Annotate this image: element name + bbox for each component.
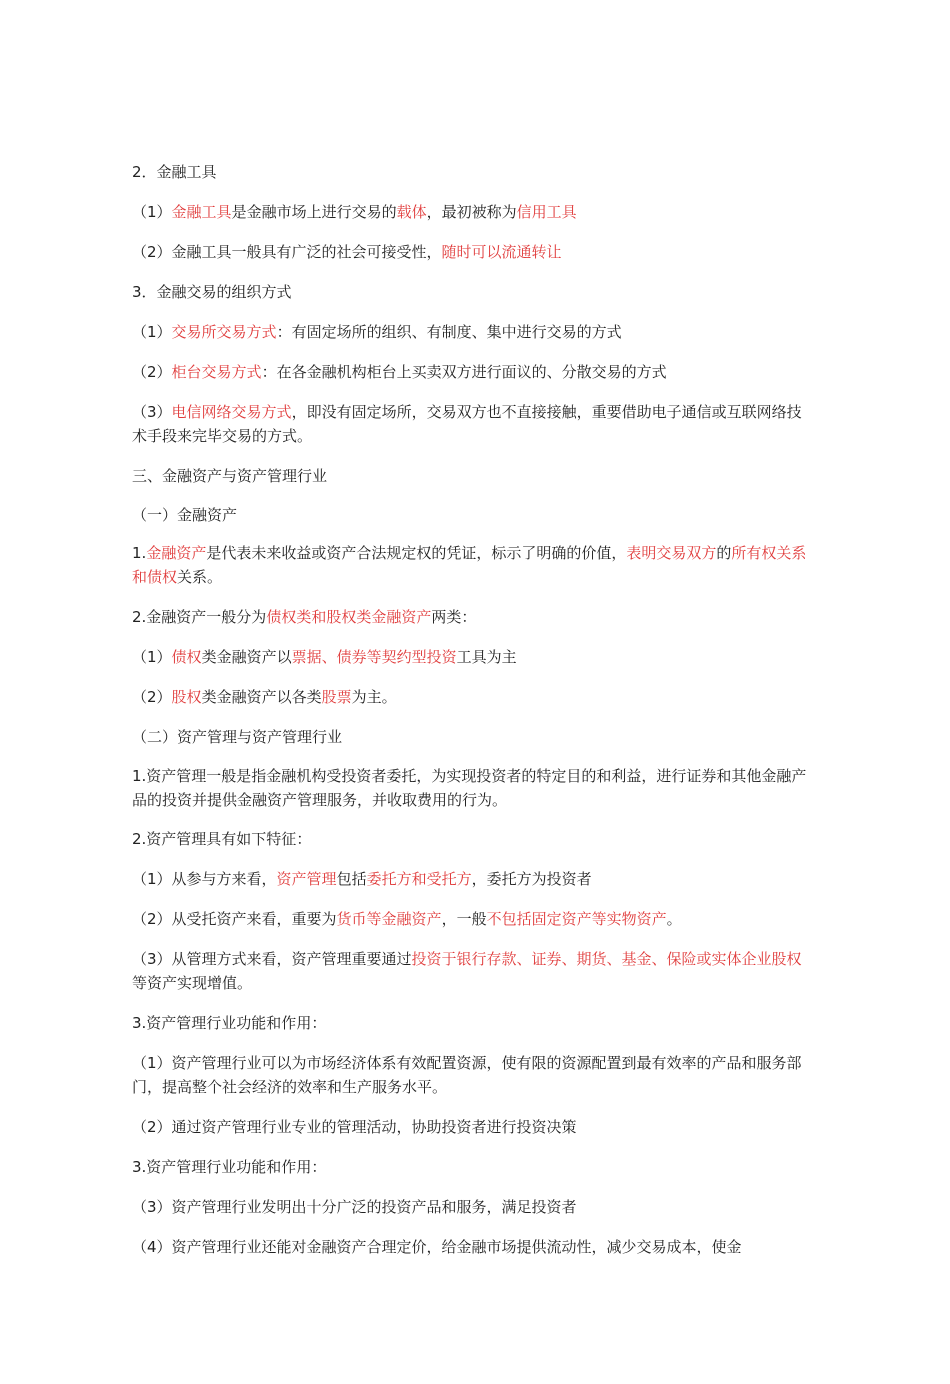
paragraph [132,947,812,995]
text-run: ：在各金融机构柜台上买卖双方进行面议的、分散交易的方式 [261,363,667,381]
text-run: 2.资产管理具有如下特征： [132,830,312,848]
text-run: 等资产实现增值。 [132,974,253,992]
paragraph [132,1235,812,1259]
text-run: 类金融资产以 [201,648,292,666]
paragraph [132,645,812,669]
text-run: （2）从受托资产来看，重要为 [132,910,337,928]
text-run: 类金融资产以各类 [201,688,322,706]
paragraph [132,1115,812,1139]
paragraph [132,160,812,184]
paragraph [132,764,812,812]
highlighted-text: 所有权关系和债权 [132,544,807,586]
highlighted-text: 债权 [171,648,202,666]
text-run: 为主。 [351,688,397,706]
highlighted-text: 交易所交易方式 [171,323,277,341]
paragraph [132,1195,812,1219]
text-run: （3）从管理方式来看，资产管理重要通过 [132,950,412,968]
paragraph [132,1011,812,1035]
highlighted-text: 柜台交易方式 [171,363,262,381]
text-run: 2．金融工具 [132,163,217,181]
highlighted-text: 投资于银行存款、证券、期货、基金、保险或实体企业股权 [411,950,802,968]
paragraph [132,907,812,931]
paragraph [132,827,812,851]
paragraph [132,867,812,891]
highlighted-text: 股权 [171,688,202,706]
highlighted-text: 金融资产 [146,544,207,562]
paragraph [132,400,812,448]
text-run: ：有固定场所的组织、有制度、集中进行交易的方式 [276,323,622,341]
text-run: 1.资产管理一般是指金融机构受投资者委托，为实现投资者的特定目的和利益，进行证券和其他金融产品的投资并提供金融资产管理服务，并收取费用的行为。 [132,767,807,809]
highlighted-text: 资产管理 [276,870,337,888]
text-run: 是金融市场上进行交易的 [231,203,397,221]
text-run: 关系。 [177,568,223,586]
paragraph [132,1051,812,1099]
text-run: 三、金融资产与资产管理行业 [132,467,328,485]
text-run: （1）从参与方来看， [132,870,277,888]
text-run: （1） [132,648,172,666]
highlighted-text: 债权类和股权类金融资产 [266,608,432,626]
text-run: ，即没有固定场所，交易双方也不直接接触，重要借助电子通信或互联网络技术手段来完毕交易的方式。 [132,403,802,445]
text-run: 两类： [431,608,477,626]
text-run: （一）金融资产 [132,506,238,524]
paragraph [132,1155,812,1179]
text-run: （4）资产管理行业还能对金融资产合理定价，给金融市场提供流动性，减少交易成本，使金 [132,1238,742,1256]
text-run: （1）资产管理行业可以为市场经济体系有效配置资源，使有限的资源配置到最有效率的产品和服务部门，提高整个社会经济的效率和生产服务水平。 [132,1054,802,1096]
text-run: 2.金融资产一般分为 [132,608,267,626]
paragraph [132,685,812,709]
text-run: （3）资产管理行业发明出十分广泛的投资产品和服务，满足投资者 [132,1198,577,1216]
text-run: 3.资产管理行业功能和作用： [132,1158,327,1176]
paragraph [132,725,812,749]
paragraph [132,240,812,264]
paragraph [132,200,812,224]
text-run: ，一般 [441,910,487,928]
highlighted-text: 票据、债券等契约型投资 [291,648,457,666]
text-run: （2）通过资产管理行业专业的管理活动，协助投资者进行投资决策 [132,1118,577,1136]
paragraph [132,280,812,304]
text-run: 1. [132,544,147,562]
highlighted-text: 表明交易双方 [626,544,717,562]
text-run: （二）资产管理与资产管理行业 [132,728,343,746]
paragraph [132,464,812,488]
text-run: 是代表未来收益或资产合法规定权的凭证，标示了明确的价值， [206,544,627,562]
text-run: 工具为主 [456,648,517,666]
text-run: （2） [132,363,172,381]
text-run: 。 [666,910,682,928]
text-run: （1） [132,323,172,341]
text-run: 3.资产管理行业功能和作用： [132,1014,327,1032]
paragraph [132,360,812,384]
highlighted-text: 股票 [321,688,352,706]
text-run: 3．金融交易的组织方式 [132,283,292,301]
highlighted-text: 电信网络交易方式 [171,403,292,421]
highlighted-text: 不包括固定资产等实物资产 [486,910,667,928]
paragraph [132,503,812,527]
text-run: （2）金融工具一般具有广泛的社会可接受性， [132,243,442,261]
highlighted-text: 随时可以流通转让 [441,243,562,261]
text-run: （2） [132,688,172,706]
highlighted-text: 货币等金融资产 [336,910,442,928]
text-run: （1） [132,203,172,221]
text-run: 的 [716,544,732,562]
text-run: 包括 [336,870,367,888]
paragraph [132,320,812,344]
highlighted-text: 载体 [396,203,427,221]
paragraph [132,605,812,629]
highlighted-text: 金融工具 [171,203,232,221]
paragraph [132,541,812,589]
text-run: （3） [132,403,172,421]
highlighted-text: 委托方和受托方 [366,870,472,888]
text-run: ，最初被称为 [426,203,517,221]
text-run: ，委托方为投资者 [471,870,592,888]
highlighted-text: 信用工具 [516,203,577,221]
